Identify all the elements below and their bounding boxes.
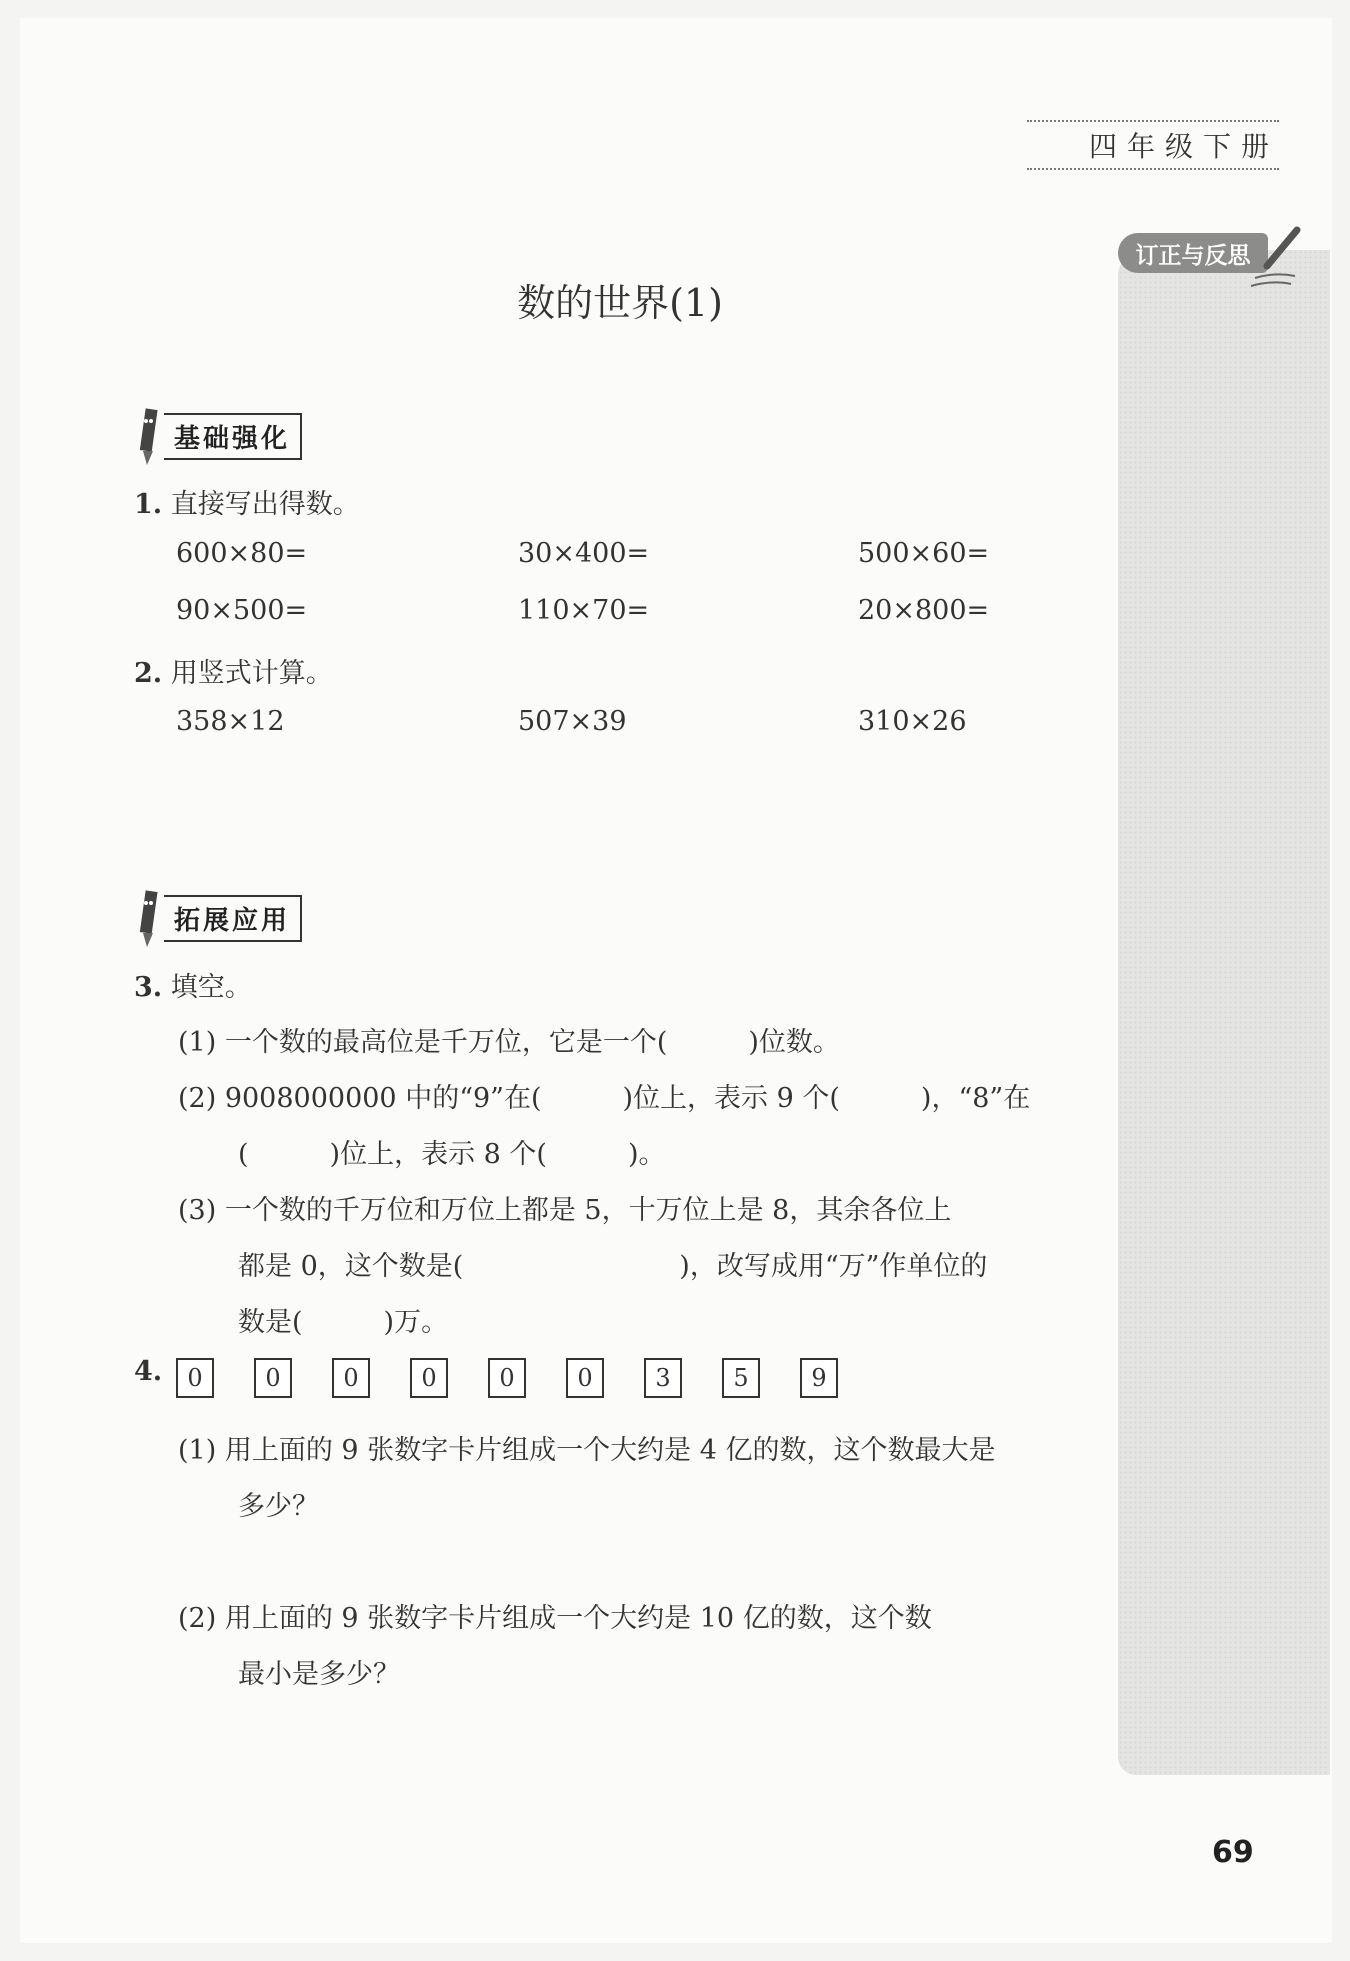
fill-blank-2a: (2) 9008000000 中的“9”在( )位上，表示 9 个( )，“8”在 bbox=[178, 1083, 1031, 1114]
calc-item: 20×800= bbox=[858, 595, 990, 626]
grade-label: 四年级下册 bbox=[1027, 120, 1279, 170]
section-basic-label: 基础强化 bbox=[164, 413, 302, 460]
question-number: 4. bbox=[134, 1356, 163, 1387]
calc-item: 30×400= bbox=[518, 538, 650, 569]
page-number: 69 bbox=[1212, 1835, 1254, 1870]
pencil-icon bbox=[134, 405, 162, 467]
calc-item: 600×80= bbox=[176, 538, 308, 569]
question-4-part-1b: 多少？ bbox=[238, 1491, 319, 1522]
digit-card: 0 bbox=[332, 1358, 370, 1398]
question-4-part-2a: (2) 用上面的 9 张数字卡片组成一个大约是 10 亿的数，这个数 bbox=[178, 1603, 932, 1634]
calc-item: 500×60= bbox=[858, 538, 990, 569]
fill-blank-1: (1) 一个数的最高位是千万位，它是一个( )位数。 bbox=[178, 1027, 840, 1058]
digit-card: 3 bbox=[644, 1358, 682, 1398]
correction-tab: 订正与反思 bbox=[1118, 233, 1268, 273]
digit-cards bbox=[176, 1358, 838, 1398]
question-3 bbox=[134, 965, 252, 1004]
digit-card: 0 bbox=[176, 1358, 214, 1398]
section-extend bbox=[134, 892, 302, 944]
digit-card: 0 bbox=[488, 1358, 526, 1398]
question-number: 2. bbox=[134, 658, 163, 689]
correction-panel bbox=[1118, 250, 1330, 1775]
digit-card: 9 bbox=[800, 1358, 838, 1398]
digit-card: 0 bbox=[254, 1358, 292, 1398]
question-4-part-2b: 最小是多少？ bbox=[238, 1659, 400, 1690]
calc-item: 90×500= bbox=[176, 595, 308, 626]
question-prompt: 直接写出得数。 bbox=[170, 489, 360, 520]
digit-card: 0 bbox=[566, 1358, 604, 1398]
fill-blank-2b: ( )位上，表示 8 个( )。 bbox=[238, 1139, 666, 1170]
section-extend-label: 拓展应用 bbox=[164, 895, 302, 942]
fill-blank-3a: (3) 一个数的千万位和万位上都是 5，十万位上是 8，其余各位上 bbox=[178, 1195, 952, 1226]
calc-item: 507×39 bbox=[518, 706, 627, 737]
fill-blank-3c: 数是( )万。 bbox=[238, 1307, 449, 1338]
digit-card: 5 bbox=[722, 1358, 760, 1398]
calc-item: 310×26 bbox=[858, 706, 967, 737]
fill-blank-3b: 都是 0，这个数是( )，改写成用“万”作单位的 bbox=[238, 1251, 988, 1282]
page-title: 数的世界(1) bbox=[517, 281, 723, 325]
section-basic bbox=[134, 410, 302, 462]
question-number: 1. bbox=[134, 489, 163, 520]
question-number: 3. bbox=[134, 972, 163, 1003]
calc-item: 358×12 bbox=[176, 706, 285, 737]
question-prompt: 填空。 bbox=[170, 972, 252, 1003]
digit-card: 0 bbox=[410, 1358, 448, 1398]
calc-item: 110×70= bbox=[518, 595, 650, 626]
question-1 bbox=[134, 482, 360, 521]
question-4-part-1a: (1) 用上面的 9 张数字卡片组成一个大约是 4 亿的数，这个数最大是 bbox=[178, 1435, 996, 1466]
pen-icon bbox=[1245, 226, 1310, 296]
question-prompt: 用竖式计算。 bbox=[170, 658, 333, 689]
question-2 bbox=[134, 651, 333, 690]
pencil-icon bbox=[134, 887, 162, 949]
question-4-number bbox=[134, 1356, 162, 1387]
